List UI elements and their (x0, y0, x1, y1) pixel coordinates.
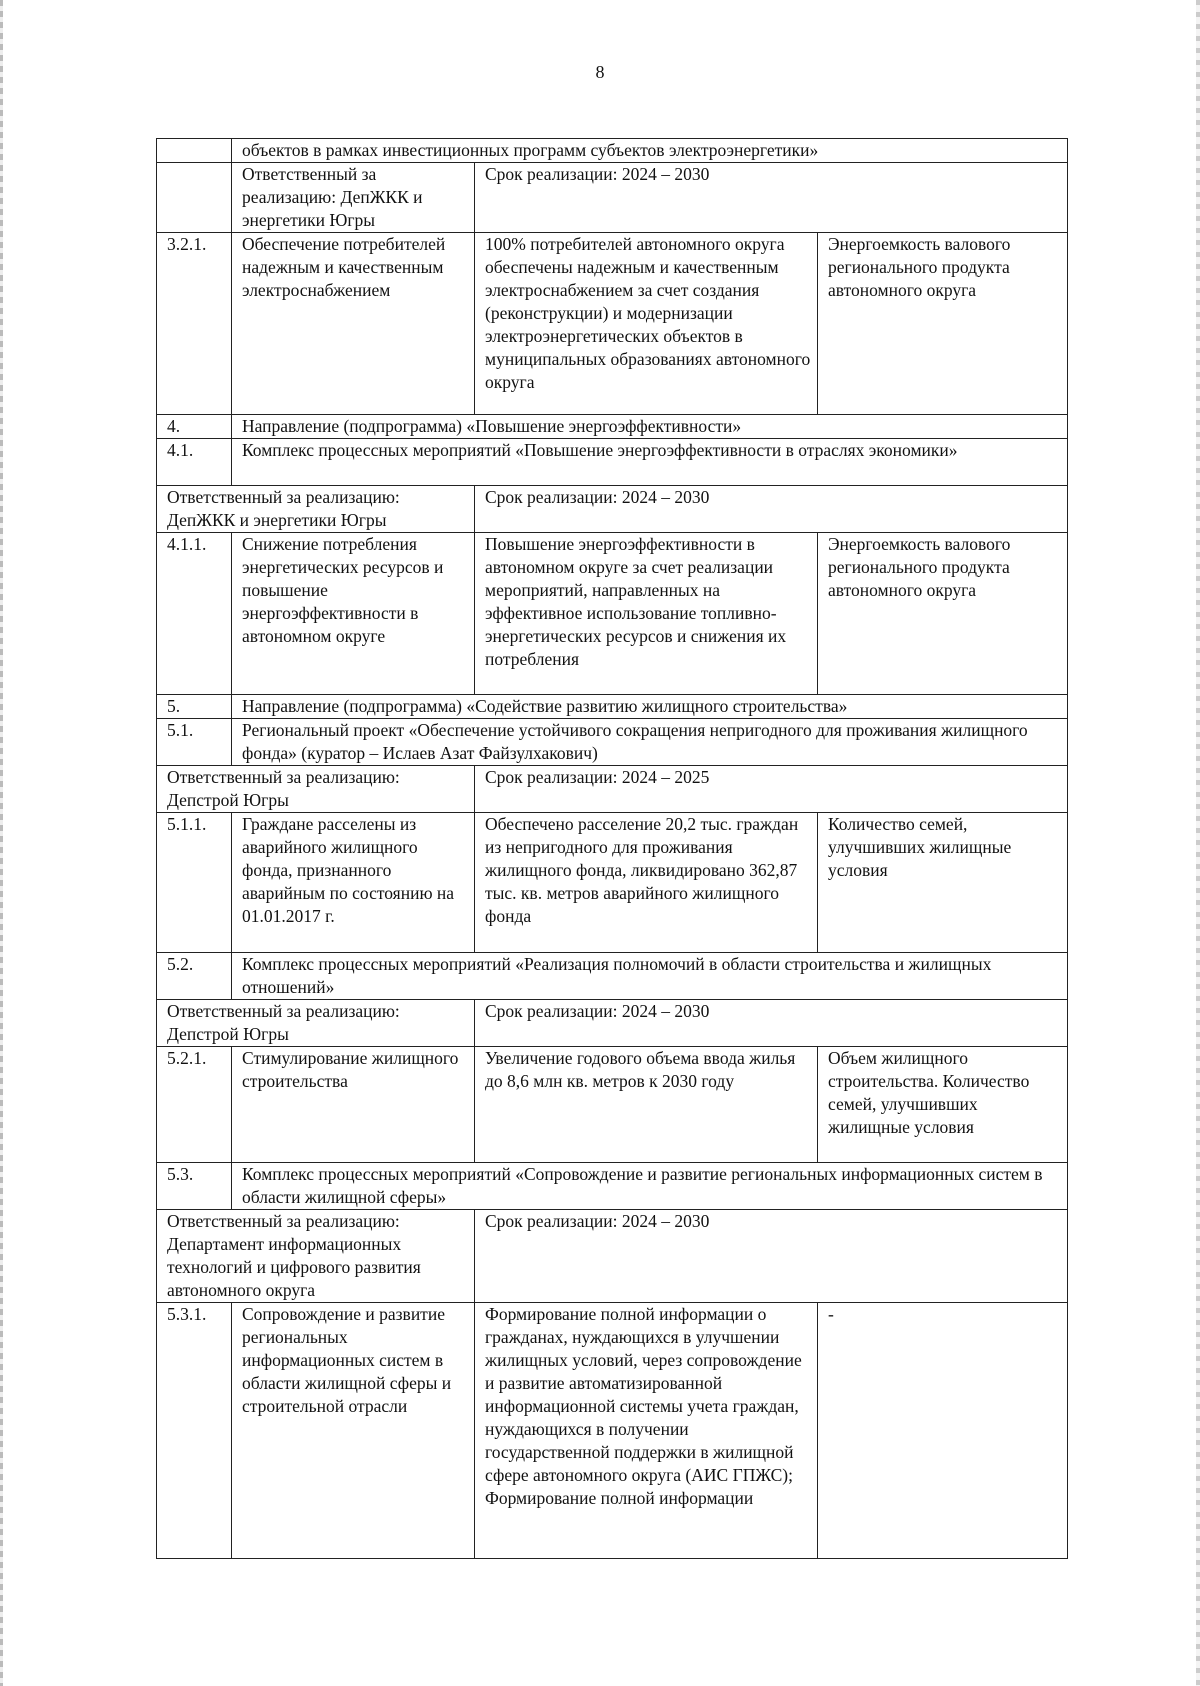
row-number-cell: 4.1.1. (157, 533, 232, 695)
complex-cell: Комплекс процессных мероприятий «Реализация полномочий в области строительства и жилищных отношений» (232, 953, 1068, 1000)
indicator-cell: Энергоемкость валового регионального продукта автономного округа (818, 233, 1068, 415)
row-number-cell: 4. (157, 415, 232, 439)
row-number-cell: 5. (157, 695, 232, 719)
indicator-cell: Количество семей, улучшивших жилищные условия (818, 813, 1068, 953)
deadline-cell: Срок реализации: 2024 – 2030 (475, 486, 1068, 533)
table-row (157, 439, 1068, 486)
table-row (157, 1210, 1068, 1303)
responsible-cell: Ответственный за реализацию: Департамент информационных технологий и цифрового развития автономного округа (157, 1210, 475, 1303)
responsible-cell: Ответственный за реализацию: Депстрой Югры (157, 766, 475, 813)
task-cell: Стимулирование жилищного строительства (232, 1047, 475, 1163)
responsible-cell: Ответственный за реализацию: ДепЖКК и энергетики Югры (157, 486, 475, 533)
table-row (157, 719, 1068, 766)
row-number-cell (157, 139, 232, 163)
complex-cell: Комплекс процессных мероприятий «Сопровождение и развитие региональных информационных систем в области жилищной сферы» (232, 1163, 1068, 1210)
deadline-cell: Срок реализации: 2024 – 2030 (475, 1210, 1068, 1303)
complex-cell: Комплекс процессных мероприятий «Повышение энергоэффективности в отраслях экономики» (232, 439, 1068, 486)
indicator-cell: Объем жилищного строительства. Количество семей, улучшивших жилищные условия (818, 1047, 1068, 1163)
task-cell: Граждане расселены из аварийного жилищного фонда, признанного аварийным по состоянию на 01.01.2017 г. (232, 813, 475, 953)
table-row (157, 486, 1068, 533)
deadline-cell: Срок реализации: 2024 – 2030 (475, 163, 1068, 233)
result-cell: Формирование полной информации о гражданах, нуждающихся в улучшении жилищных условий, через сопровождение и развитие автоматизированной информационной системы учета граждан, нуждающихся в получении государственной поддержки в жилищной сфере автономного округа (АИС ГПЖС); Формирование полной информации (475, 1303, 818, 1559)
row-number-cell: 5.2. (157, 953, 232, 1000)
row-number-cell (157, 163, 232, 233)
direction-cell: Направление (подпрограмма) «Содействие развитию жилищного строительства» (232, 695, 1068, 719)
deadline-cell: Срок реализации: 2024 – 2030 (475, 1000, 1068, 1047)
row-number-cell: 4.1. (157, 439, 232, 486)
result-cell: 100% потребителей автономного округа обеспечены надежным и качественным электроснабжением за счет создания (реконструкции) и модернизации электроэнергетических объектов в муниципальных образованиях автономного округа (475, 233, 818, 415)
task-cell: Снижение потребления энергетических ресурсов и повышение энергоэффективности в автономном округе (232, 533, 475, 695)
table-row (157, 533, 1068, 695)
program-table (156, 138, 1068, 1559)
table-row (157, 1303, 1068, 1559)
responsible-cell: Ответственный за реализацию: Депстрой Югры (157, 1000, 475, 1047)
row-number-cell: 5.1. (157, 719, 232, 766)
row-number-cell: 5.2.1. (157, 1047, 232, 1163)
row-number-cell: 5.1.1. (157, 813, 232, 953)
result-cell: Увеличение годового объема ввода жилья до 8,6 млн кв. метров к 2030 году (475, 1047, 818, 1163)
task-cell: Обеспечение потребителей надежным и качественным электроснабжением (232, 233, 475, 415)
task-cell: Сопровождение и развитие региональных информационных систем в области жилищной сферы и строительной отрасли (232, 1303, 475, 1559)
table-row (157, 766, 1068, 813)
row-number-cell: 3.2.1. (157, 233, 232, 415)
result-cell: Обеспечено расселение 20,2 тыс. граждан из непригодного для проживания жилищного фонда, ликвидировано 362,87 тыс. кв. метров аварийного жилищного фонда (475, 813, 818, 953)
table-row (157, 163, 1068, 233)
table-row (157, 139, 1068, 163)
scan-edge-right (1196, 0, 1200, 1686)
table-row (157, 1000, 1068, 1047)
row-number-cell: 5.3. (157, 1163, 232, 1210)
responsible-cell: Ответственный за реализацию: ДепЖКК и энергетики Югры (232, 163, 475, 233)
table-row (157, 415, 1068, 439)
row-number-cell: 5.3.1. (157, 1303, 232, 1559)
table-row (157, 953, 1068, 1000)
project-cell: Региональный проект «Обеспечение устойчивого сокращения непригодного для проживания жилищного фонда» (куратор – Ислаев Азат Файзулхакович) (232, 719, 1068, 766)
result-cell: Повышение энергоэффективности в автономном округе за счет реализации мероприятий, направленных на эффективное использование топливно-энергетических ресурсов и снижения их потребления (475, 533, 818, 695)
table-row (157, 695, 1068, 719)
indicator-cell: Энергоемкость валового регионального продукта автономного округа (818, 533, 1068, 695)
page-number: 8 (595, 62, 605, 82)
indicator-cell: - (818, 1303, 1068, 1559)
table-row (157, 1163, 1068, 1210)
table-row (157, 813, 1068, 953)
scan-edge-left (0, 0, 3, 1686)
direction-cell: Направление (подпрограмма) «Повышение энергоэффективности» (232, 415, 1068, 439)
table-row (157, 233, 1068, 415)
deadline-cell: Срок реализации: 2024 – 2025 (475, 766, 1068, 813)
continued-title-cell: объектов в рамках инвестиционных программ субъектов электроэнергетики» (232, 139, 1068, 163)
table-row (157, 1047, 1068, 1163)
